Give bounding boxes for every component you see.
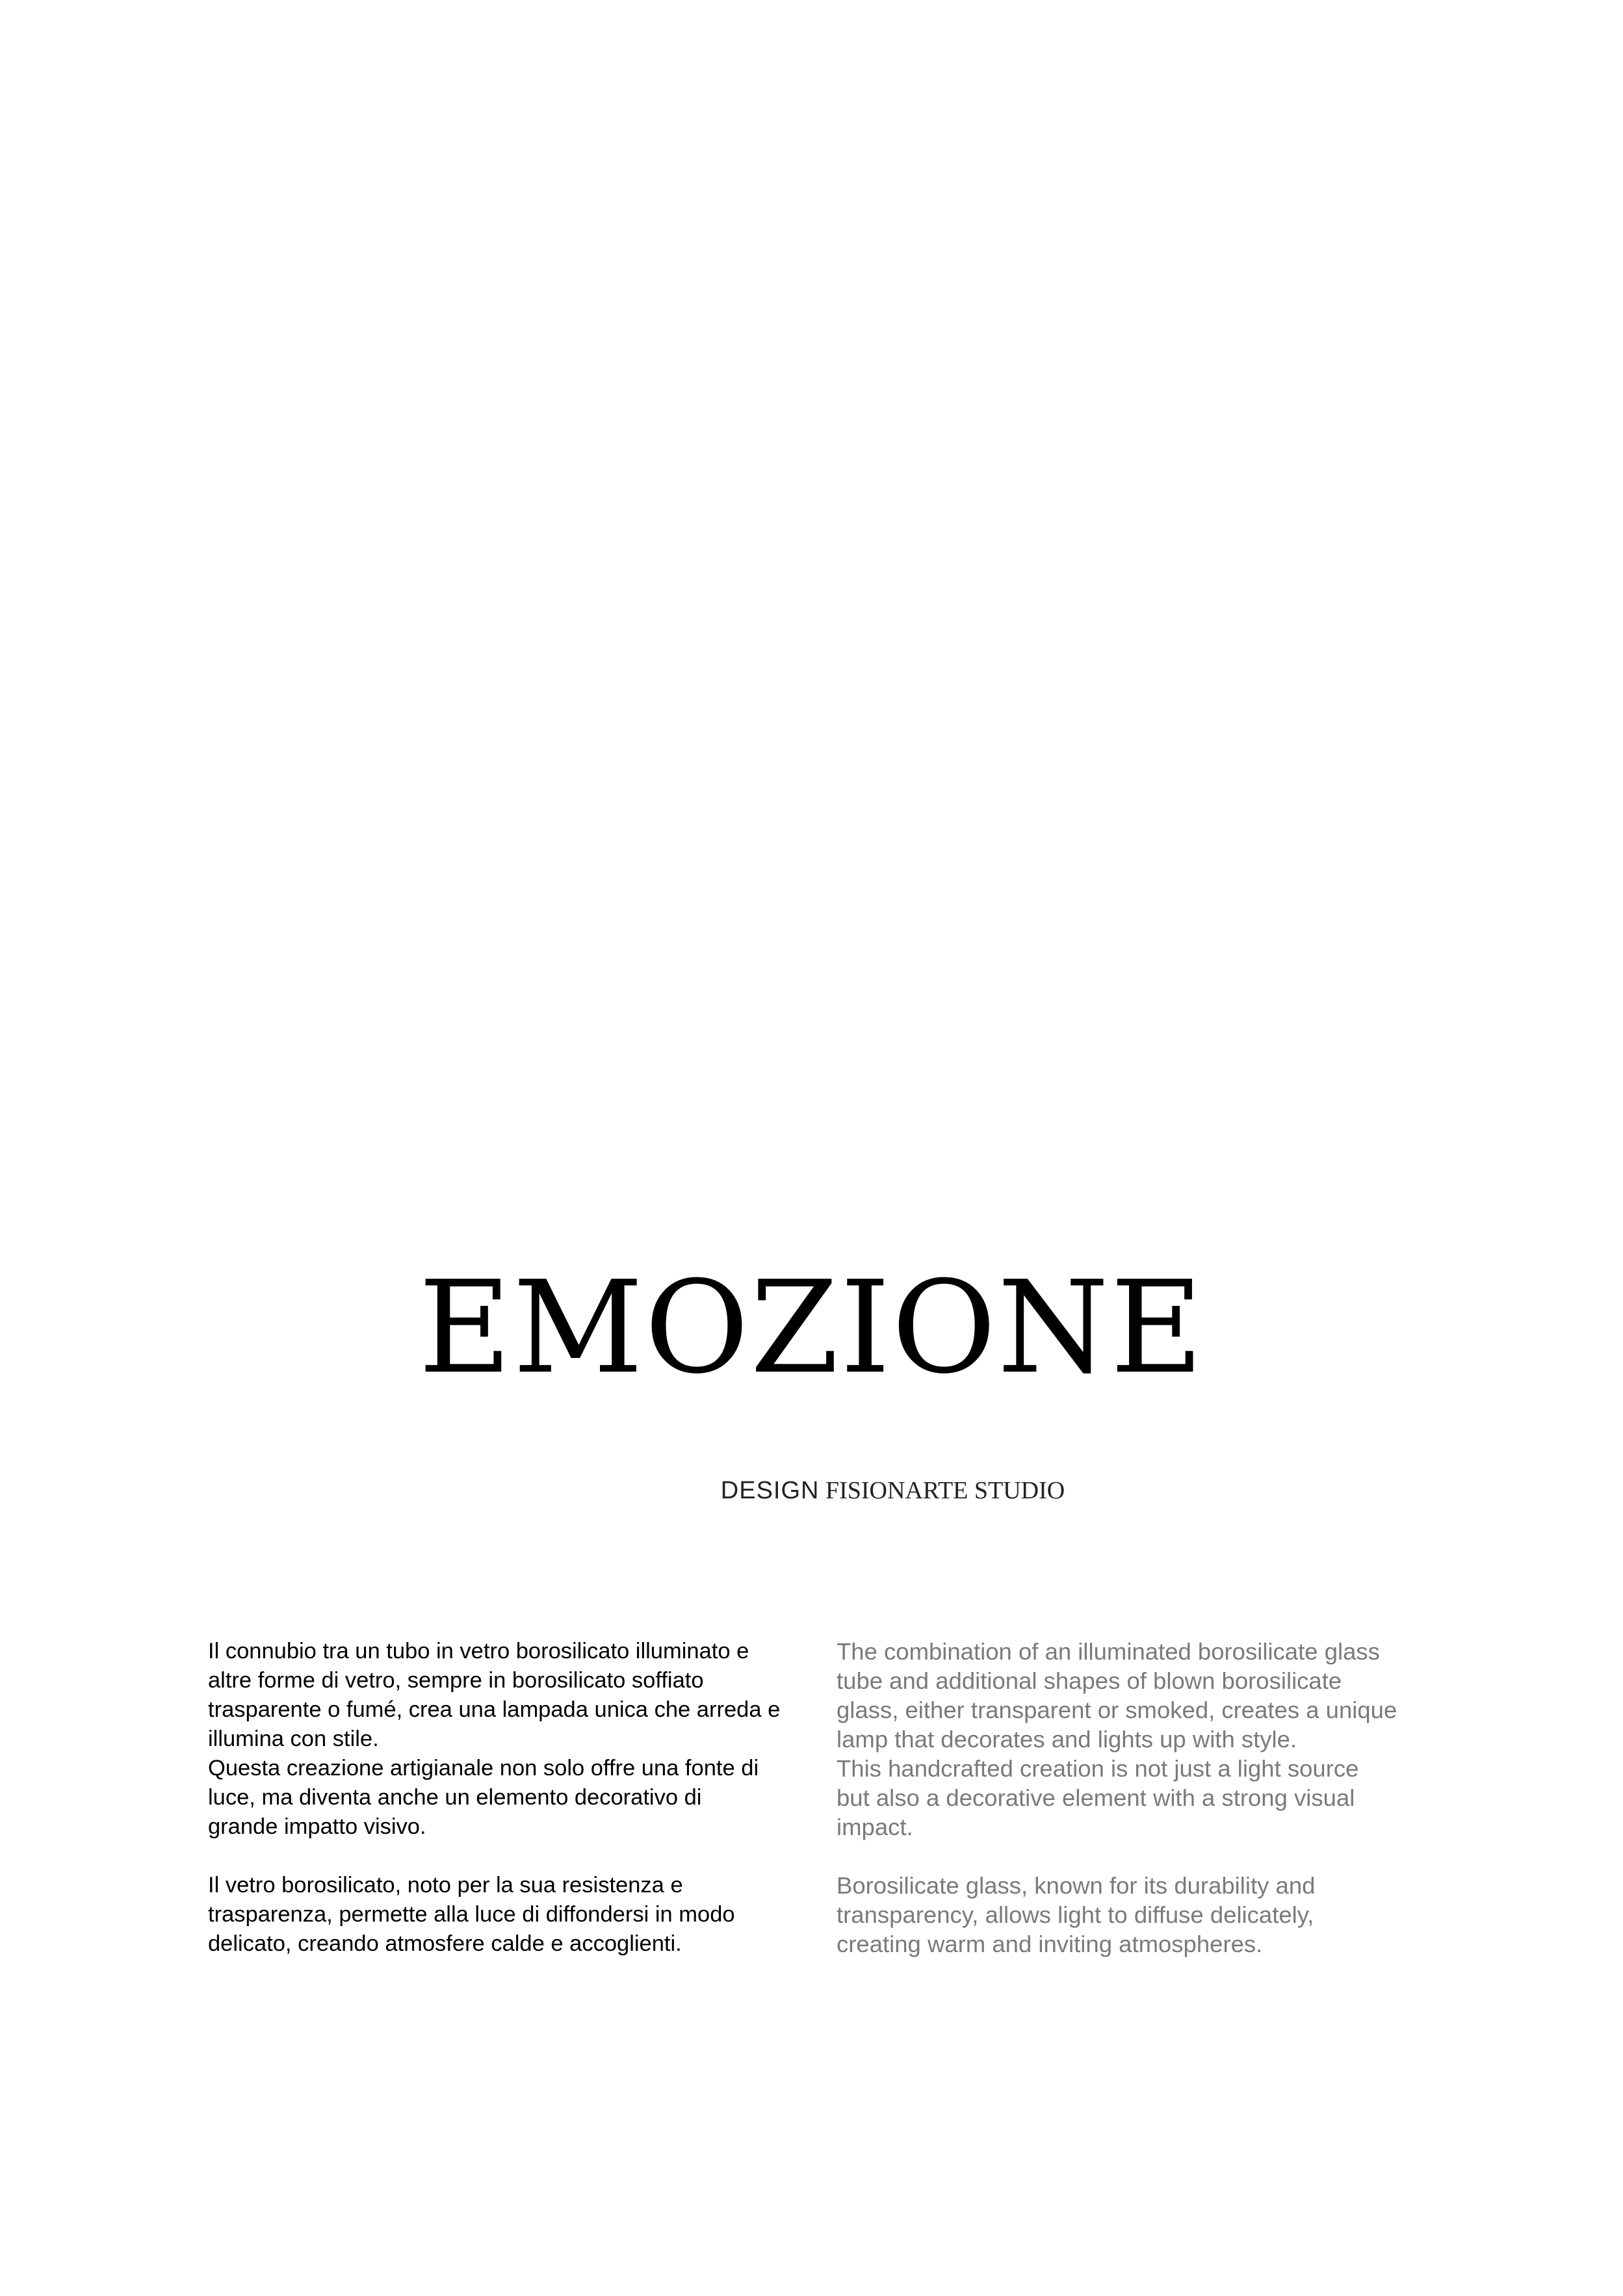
text-line: The combination of an illuminated borosilicate glass — [837, 1638, 1380, 1665]
description-english — [837, 1637, 1487, 1959]
paragraph-gap — [208, 1842, 793, 1871]
page-title: EMOZIONE — [418, 1254, 1205, 1402]
text-line: creating warm and inviting atmospheres. — [837, 1931, 1263, 1957]
designer-credit-label: DESIGN — [720, 1477, 820, 1504]
text-line: grande impatto visivo. — [208, 1814, 426, 1839]
text-line: Il connubio tra un tubo in vetro borosilicato illuminato e — [208, 1639, 749, 1663]
text-line: lamp that decorates and lights up with style. — [837, 1726, 1297, 1753]
text-line: but also a decorative element with a strong visual — [837, 1784, 1355, 1811]
text-line: impact. — [837, 1814, 913, 1840]
text-line: Borosilicate glass, known for its durability and — [837, 1872, 1316, 1899]
designer-credit-studio: FISIONARTE STUDIO — [825, 1477, 1065, 1504]
text-line: illumina con stile. — [208, 1727, 379, 1751]
text-line: delicato, creando atmosfere calde e accoglienti. — [208, 1931, 682, 1956]
text-line: altre forme di vetro, sempre in borosilicato soffiato — [208, 1668, 704, 1693]
text-line: luce, ma diventa anche un elemento decorativo di — [208, 1785, 702, 1810]
text-line: tube and additional shapes of blown borosilicate — [837, 1667, 1342, 1694]
paragraph-gap — [837, 1842, 1487, 1871]
text-line: glass, either transparent or smoked, creates a unique — [837, 1697, 1397, 1723]
description-italian — [208, 1637, 793, 1959]
text-line: trasparenza, permette alla luce di diffondersi in modo — [208, 1902, 735, 1927]
text-line: This handcrafted creation is not just a light source — [837, 1755, 1359, 1782]
designer-credit — [0, 1474, 1623, 1507]
text-line: trasparente o fumé, crea una lampada unica che arreda e — [208, 1697, 781, 1722]
text-line: transparency, allows light to diffuse delicately, — [837, 1901, 1314, 1928]
text-line: Questa creazione artigianale non solo offre una fonte di — [208, 1756, 759, 1781]
text-line: Il vetro borosilicato, noto per la sua resistenza e — [208, 1873, 683, 1898]
